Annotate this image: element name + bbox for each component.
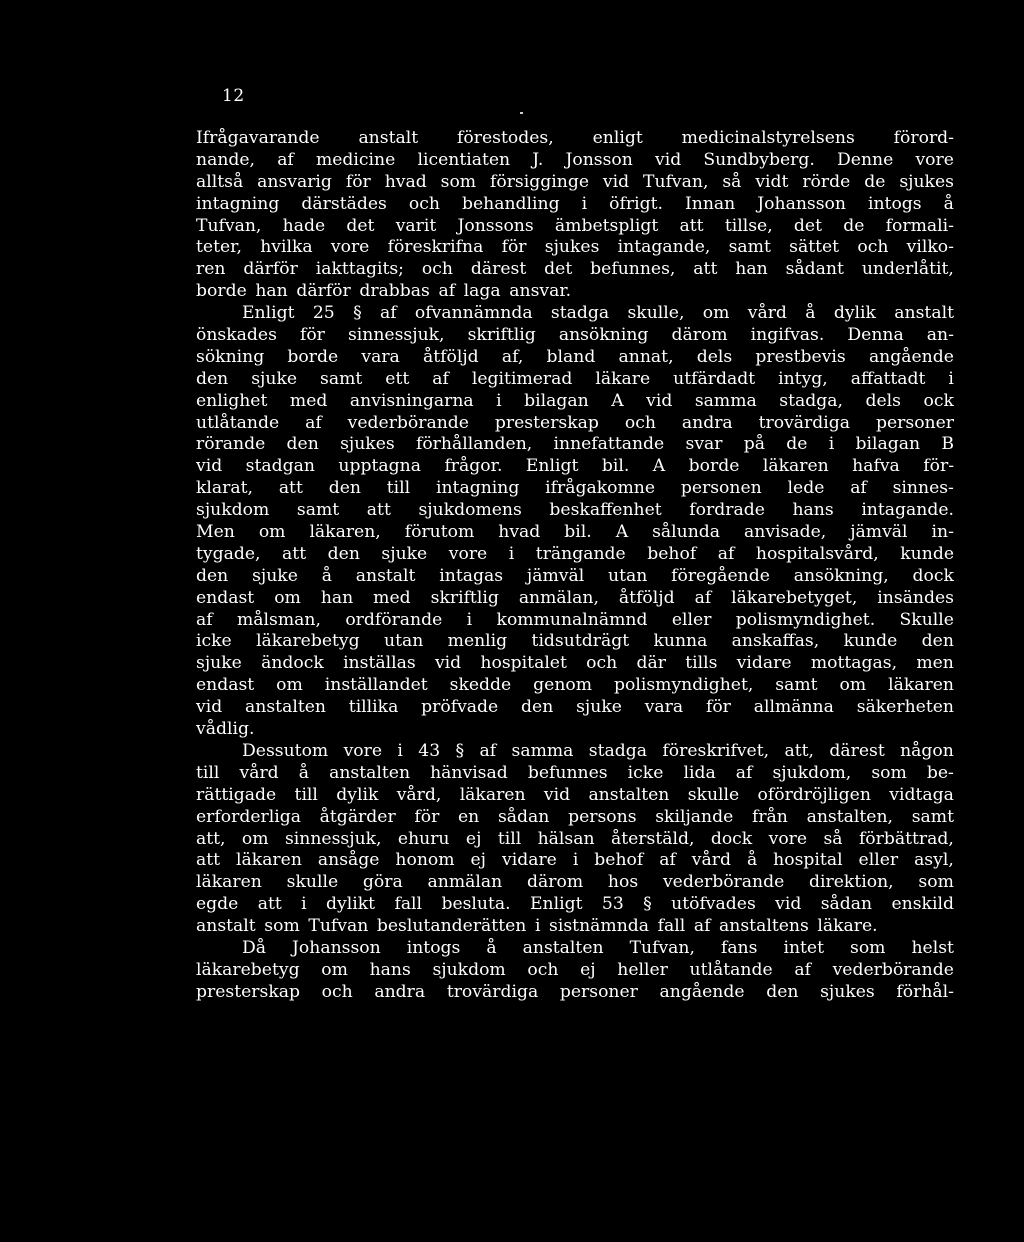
- text-line: att läkaren ansåge honom ej vidare i behof af vård å hospital eller asyl,: [196, 850, 954, 871]
- text-line: klarat, att den till intagning ifrågakomne personen lede af sinnes-: [196, 478, 954, 499]
- text-line: Dessutom vore i 43 § af samma stadga föreskrifvet, att, därest någon: [242, 740, 954, 761]
- text-line: nande, af medicine licentiaten J. Jonsson vid Sundbyberg. Denne vore: [196, 149, 954, 170]
- text-line: rättigade till dylik vård, läkaren vid anstalten skulle ofördröjligen vidtaga: [196, 784, 954, 805]
- page-number: 12: [222, 86, 245, 106]
- text-line: läkaren skulle göra anmälan därom hos vederbörande direktion, som: [196, 872, 954, 893]
- text-line: den sjuke å anstalt intagas jämväl utan föregående ansökning, dock: [196, 565, 954, 586]
- text-line: ren därför iakttagits; och därest det befunnes, att han sådant underlåtit,: [196, 259, 954, 280]
- text-line: af målsman, ordförande i kommunalnämnd eller polismyndighet. Skulle: [196, 609, 954, 630]
- text-line: Enligt 25 § af ofvannämnda stadga skulle, om vård å dylik anstalt: [242, 303, 954, 324]
- text-line: intagning därstädes och behandling i öfrigt. Innan Johansson intogs å: [196, 193, 954, 214]
- text-line: enlighet med anvisningarna i bilagan A vid samma stadga, dels ock: [196, 390, 954, 411]
- text-line: alltså ansvarig för hvad som försigginge vid Tufvan, så vidt rörde de sjukes: [196, 171, 954, 192]
- text-line: rörande den sjukes förhållanden, innefattande svar på de i bilagan B: [196, 434, 954, 455]
- text-line: till vård å anstalten hänvisad befunnes icke lida af sjukdom, som be-: [196, 762, 954, 783]
- text-line: egde att i dylikt fall besluta. Enligt 53 § utöfvades vid sådan enskild: [196, 894, 954, 915]
- text-line: endast om han med skriftlig anmälan, åtföljd af läkarebetyget, insändes: [196, 587, 954, 608]
- text-line: Ifrågavarande anstalt förestodes, enligt medicinalstyrelsens förord-: [196, 128, 954, 148]
- text-line: Då Johansson intogs å anstalten Tufvan, fans intet som helst: [242, 937, 954, 958]
- text-line: borde han därför drabbas af laga ansvar.: [196, 281, 572, 302]
- text-line: icke läkarebetyg utan menlig tidsutdrägt kunna anskaffas, kunde den: [196, 631, 954, 652]
- text-line: sökning borde vara åtföljd af, bland annat, dels prestbevis angående: [196, 346, 954, 367]
- text-line: endast om inställandet skedde genom polismyndighet, samt om läkaren: [196, 675, 954, 696]
- text-line: anstalt som Tufvan beslutanderätten i sistnämnda fall af anstaltens läkare.: [196, 916, 878, 937]
- text-line: vid anstalten tillika pröfvade den sjuke vara för allmänna säkerheten: [196, 697, 954, 718]
- text-line: utlåtande af vederbörande presterskap och andra trovärdiga personer: [196, 412, 954, 433]
- text-line: tygade, att den sjuke vore i trängande behof af hospitalsvård, kunde: [196, 543, 954, 564]
- text-line: teter, hvilka vore föreskrifna för sjukes intagande, samt sättet och vilko-: [196, 237, 954, 258]
- text-line: Men om läkaren, förutom hvad bil. A sålunda anvisade, jämväl in-: [196, 522, 954, 543]
- text-line: Tufvan, hade det varit Jonssons ämbetspligt att tillse, det de formali-: [196, 215, 954, 236]
- text-line: läkarebetyg om hans sjukdom och ej heller utlåtande af vederbörande: [196, 959, 954, 980]
- text-line: önskades för sinnessjuk, skriftlig ansökning därom ingifvas. Denna an-: [196, 325, 954, 346]
- text-line: presterskap och andra trovärdiga personer angående den sjukes förhål-: [196, 981, 954, 1002]
- text-line: erforderliga åtgärder för en sådan persons skiljande från anstalten, samt: [196, 806, 954, 827]
- text-line: vådlig.: [196, 719, 255, 740]
- body-text: [196, 128, 954, 1004]
- print-speck: [520, 112, 523, 114]
- text-line: den sjuke samt ett af legitimerad läkare utfärdadt intyg, affattadt i: [196, 368, 954, 389]
- text-line: sjuke ändock inställas vid hospitalet och där tills vidare mottagas, men: [196, 653, 954, 674]
- text-line: att, om sinnessjuk, ehuru ej till hälsan återstäld, dock vore så förbättrad,: [196, 828, 954, 849]
- text-line: vid stadgan upptagna frågor. Enligt bil. A borde läkaren hafva för-: [196, 456, 954, 477]
- text-line: sjukdom samt att sjukdomens beskaffenhet fordrade hans intagande.: [196, 500, 954, 521]
